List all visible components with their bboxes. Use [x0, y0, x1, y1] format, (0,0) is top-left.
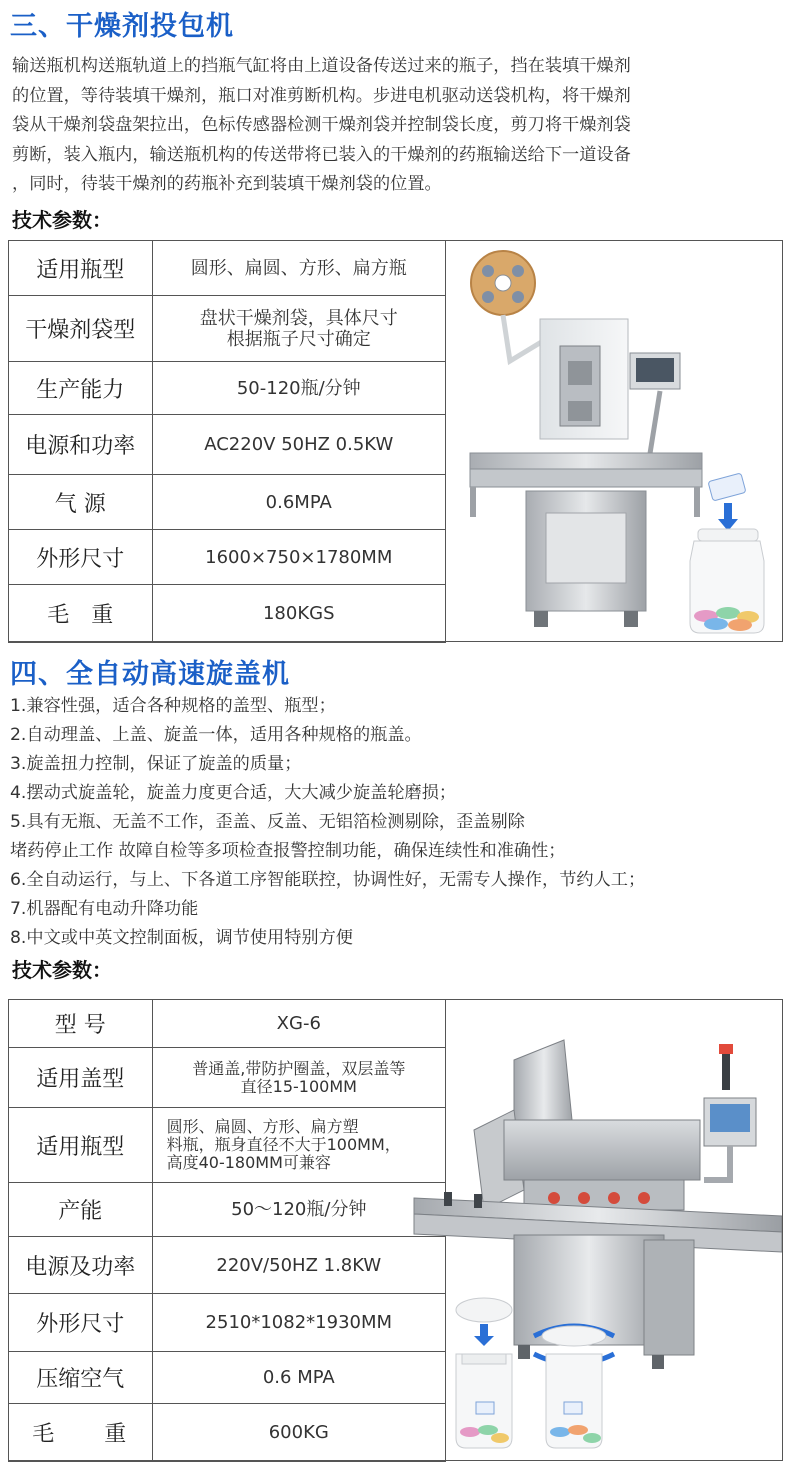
spec-row [9, 585, 446, 643]
spec-row [9, 1108, 446, 1183]
spec-key: 适用瓶型 [9, 241, 153, 296]
spec-row [9, 296, 446, 362]
spec-key: 压缩空气 [9, 1352, 153, 1404]
spec-value: 180KGS [152, 585, 445, 643]
section-4-params-heading: 技术参数： [12, 958, 112, 982]
feature-item: 3.旋盖扭力控制，保证了旋盖的质量； [10, 754, 302, 774]
section-3-params-heading: 技术参数： [12, 208, 112, 232]
spec-value: 1600×750×1780MM [152, 530, 445, 585]
spec-key: 外形尺寸 [9, 1294, 153, 1352]
spec-key: 电源及功率 [9, 1237, 153, 1294]
spec-row [9, 241, 446, 296]
feature-item: 4.摆动式旋盖轮，旋盖力度更合适，大大减少旋盖轮磨损； [10, 783, 457, 803]
section-3-description [12, 52, 787, 200]
spec-key: 毛 重 [9, 1404, 153, 1462]
description-line: 的位置，等待装填干燥剂，瓶口对准剪断机构。步进电机驱动送袋机构，将干燥剂 [12, 85, 631, 106]
feature-item: 堵药停止工作 故障自检等多项检查报警控制功能，确保连续性和准确性； [10, 841, 566, 861]
desiccant-machine-image [448, 241, 782, 641]
spec-row [9, 1294, 446, 1352]
spec-row [9, 475, 446, 530]
section-3-title: 三、干燥剂投包机 [10, 11, 234, 42]
spec-row [9, 1000, 446, 1048]
description-line: 袋从干燥剂袋盘架拉出，色标传感器检测干燥剂袋并控制袋长度，剪刀将干燥剂袋 [12, 115, 631, 135]
spec-row [9, 1404, 446, 1462]
spec-value: 50-120瓶/分钟 [152, 362, 445, 415]
spec-value: 圆形、扁圆、方形、扁方瓶 [152, 241, 445, 296]
spec-value: 0.6MPA [152, 475, 445, 530]
feature-item: 8.中文或中英文控制面板，调节使用特别方便 [10, 928, 353, 948]
section-4-title: 四、全自动高速旋盖机 [10, 659, 290, 690]
spec-key: 产能 [9, 1183, 153, 1237]
spec-key: 电源和功率 [9, 415, 153, 475]
spec-row [9, 415, 446, 475]
description-line: ，同时，待装干燥剂的药瓶补充到装填干燥剂袋的位置。 [12, 174, 442, 194]
spec-key: 干燥剂袋型 [9, 296, 153, 362]
description-line: 输送瓶机构送瓶轨道上的挡瓶气缸将由上道设备传送过来的瓶子，挡在装填干燥剂 [12, 56, 631, 76]
spec-value: 盘状干燥剂袋，具体尺寸 根据瓶子尺寸确定 [152, 296, 445, 362]
spec-key: 适用盖型 [9, 1048, 153, 1108]
feature-item: 5.具有无瓶、无盖不工作，歪盖、反盖、无铝箔检测剔除，歪盖剔除 [10, 812, 525, 832]
spec-key: 外形尺寸 [9, 530, 153, 585]
spec-key: 型 号 [9, 1000, 153, 1048]
spec-value: XG-6 [152, 1000, 445, 1048]
section-4-feature-list [10, 692, 645, 953]
spec-value: 220V/50HZ 1.8KW [152, 1237, 445, 1294]
section-4-spec-table [8, 999, 446, 1462]
spec-value: 600KG [152, 1404, 445, 1462]
capping-machine-image [404, 1020, 782, 1460]
spec-value: 圆形、扁圆、方形、扁方塑 料瓶，瓶身直径不大于100MM， 高度40-180MM可兼容 [152, 1108, 445, 1183]
spec-row [9, 530, 446, 585]
spec-row [9, 1183, 446, 1237]
description-line: 剪断，装入瓶内，输送瓶机构的传送带将已装入的干燥剂的药瓶输送给下一道设备 [12, 144, 631, 165]
spec-value: 普通盖,带防护圈盖，双层盖等 直径15-100MM [152, 1048, 445, 1108]
spec-value: 50～120瓶/分钟 [152, 1183, 445, 1237]
spec-key: 适用瓶型 [9, 1108, 153, 1183]
spec-row [9, 1352, 446, 1404]
spec-key: 毛 重 [9, 585, 153, 643]
section-3-spec-table [8, 240, 446, 643]
spec-key: 气 源 [9, 475, 153, 530]
feature-item: 1.兼容性强，适合各种规格的盖型、瓶型； [10, 696, 336, 716]
spec-value: 2510*1082*1930MM [152, 1294, 445, 1352]
spec-value: 0.6 MPA [152, 1352, 445, 1404]
spec-row [9, 1048, 446, 1108]
spec-row [9, 1237, 446, 1294]
feature-item: 7.机器配有电动升降功能 [10, 899, 199, 919]
spec-row [9, 362, 446, 415]
spec-key: 生产能力 [9, 362, 153, 415]
feature-item: 2.自动理盖、上盖、旋盖一体，适用各种规格的瓶盖。 [10, 725, 422, 745]
feature-item: 6.全自动运行，与上、下各道工序智能联控，协调性好，无需专人操作，节约人工； [10, 870, 646, 890]
spec-value: AC220V 50HZ 0.5KW [152, 415, 445, 475]
